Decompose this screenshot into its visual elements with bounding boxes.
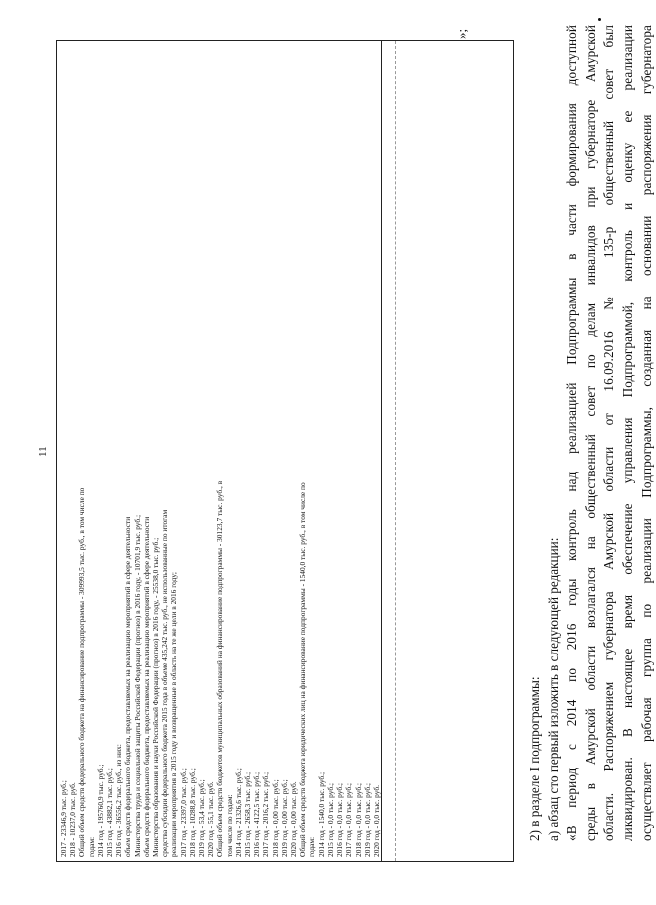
table-line: 2018 год - 10288,8 тыс. руб.;: [187, 768, 197, 857]
paragraph: [563, 25, 656, 841]
table-line: 2017 - 23346,9 тыс. руб.;: [59, 780, 68, 857]
table-line: 2019 год - 0,00 тыс. руб.;: [279, 779, 289, 857]
table-line: 2016 год - 4122,5 тыс. руб.;: [252, 771, 262, 857]
page-number: 11: [37, 446, 49, 457]
table-line: 2015 год - 2658,3 тыс. руб.;: [243, 771, 253, 857]
item-a: а) абзац сто первый изложить в следующей редакции:: [545, 537, 561, 841]
table-line: Общий объем средств бюджетов муниципальных образований на финансирование подпрограммы - 30123,7 тыс. руб., в: [215, 480, 225, 857]
table-line: 2020 год - 0,00 тыс. руб.: [289, 781, 299, 857]
table-line: 2018 год - 0,0 тыс. руб.;: [353, 783, 363, 857]
table-cell-funding: [59, 45, 381, 857]
table-line: 2014 год - 195760,9 тыс. руб.;: [95, 764, 105, 857]
table-line: 2014 год - 21326,6 тыс. руб.;: [233, 768, 243, 857]
table-line: 2015 год - 43882,1 тыс. руб.;: [105, 768, 115, 857]
table-line: 2018 - 10237,0 тыс. руб.: [68, 782, 78, 857]
table-line: объем средств федерального бюджета, предоставляемых на реализацию мероприятий в сфере деятельности: [123, 516, 133, 857]
table-line: средства субсидии федерального бюджета 2015 года в объеме 435,242 тыс. руб., не использованные по итогам: [160, 509, 170, 857]
table-line: 2018 год - 0,00 тыс. руб.;: [270, 779, 280, 857]
paragraph-line: области. Распоряжением губернатора Амурской области от 16.09.2016 № 135-р общественный совет был: [601, 25, 617, 841]
table-line: Министерства образования и науки Российской Федерации (прогноз) в 2016 году, - 25538,0 тыс. руб.;: [151, 537, 161, 857]
amendment-text: [526, 25, 656, 841]
table-line: объем средств федерального бюджета, предоставляемых на реализацию мероприятий в сфере деятельности: [141, 516, 151, 857]
paragraph-line: ликвидирован. В настоящее время обеспечение управления Подпрограммой, контроль и оценку ее реализации: [619, 25, 635, 841]
table-line: 2019 год - 53,4 тыс. руб.;: [197, 779, 207, 857]
scan-speck: [598, 18, 601, 21]
paragraph-line: осуществляет рабочая группа по реализации Подпрограммы, созданная на основании распоряжения губернатора: [638, 25, 654, 841]
table-left-column-marks: [395, 41, 397, 861]
table-line: 2014 год - 1540,0 тыс. руб.;: [316, 771, 326, 857]
table-line: 2016 год - 36556,2 тыс. руб., из них:: [114, 744, 124, 857]
table-line: Общий объем средств бюджета юридических лиц на финансирование подпрограммы - 1540,0 тыс. руб., в том числе по: [298, 482, 308, 857]
table-line: годам:: [307, 836, 317, 857]
funding-table: [56, 40, 514, 862]
table-line: годам:: [86, 836, 96, 857]
closing-quote: »;: [454, 28, 469, 39]
table-line: том числе по годам:: [224, 794, 234, 857]
table-line: 2020 год - 0,0 тыс. руб.: [371, 785, 381, 857]
table-line: 2017 год - 2016,2 тыс. руб.;: [261, 771, 271, 857]
table-line: 2020 год - 55,1 тыс. руб.: [206, 781, 216, 857]
table-line: реализации мероприятия в 2015 году и возвращенные в область на те же цели в 2016 году;: [169, 572, 179, 857]
table-line: Министерства труда и социальной защиты Российской Федерации (прогноз) в 2016 году, - 10701,9 тыс. руб.;: [132, 514, 142, 857]
table-line: 2019 год - 0,0 тыс. руб.;: [362, 783, 372, 857]
table-line: 2017 год - 0,0 тыс. руб.;: [344, 783, 354, 857]
table-line: 2016 год - 0,0 тыс. руб.;: [335, 783, 345, 857]
table-line: 2015 год - 0,0 тыс. руб.;: [325, 783, 335, 857]
table-line: Общий объем средств федерального бюджета на финансирование подпрограммы - 309993,5 тыс. руб., в том числе по: [77, 487, 87, 857]
table-divider: [381, 41, 382, 861]
item-2: 2) в разделе I подпрограммы:: [527, 676, 542, 841]
paragraph-line: «В период с 2014 по 2016 годы контроль над реализацией Подпрограммы в части формирования доступной: [564, 25, 580, 841]
table-line: 2017 год - 23397,0 тыс. руб.;: [178, 768, 188, 857]
paragraph-line: среды в Амурской области возлагался на общественный совет по делам инвалидов при губернаторе Амурской: [582, 25, 598, 841]
